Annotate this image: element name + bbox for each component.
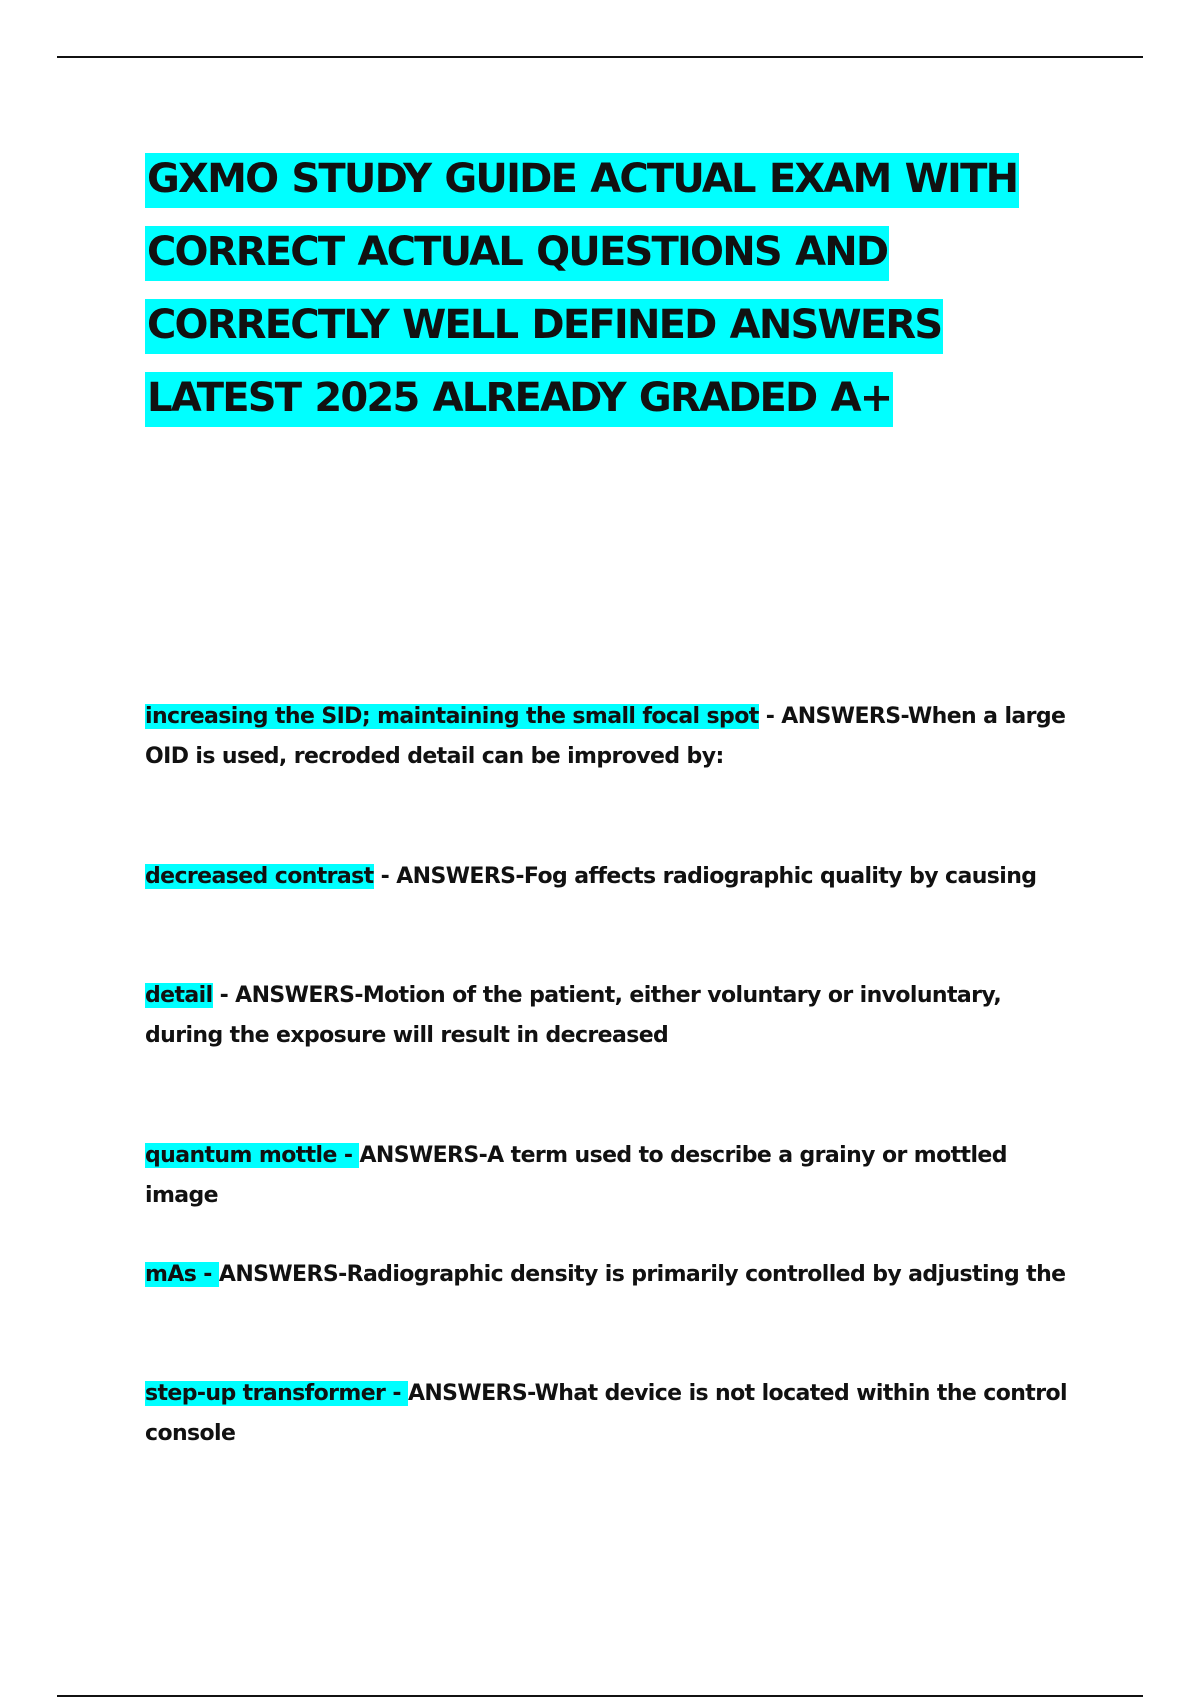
qa-answer: increasing the SID; maintaining the small focal spot: [145, 704, 759, 729]
qa-answer: quantum mottle -: [145, 1143, 360, 1168]
qa-question: - ANSWERS-When a large OID is used, recroded detail can be improved by:: [145, 704, 1066, 769]
qa-item: [145, 1255, 1085, 1295]
qa-item: [145, 857, 1085, 897]
title-line: CORRECT ACTUAL QUESTIONS AND: [145, 216, 1105, 289]
title-line: LATEST 2025 ALREADY GRADED A+: [145, 362, 1105, 435]
title-line: GXMO STUDY GUIDE ACTUAL EXAM WITH: [145, 143, 1105, 216]
qa-answer: step-up transformer -: [145, 1381, 408, 1406]
qa-item: [145, 976, 1085, 1056]
qa-question: ANSWERS-A term used to describe a grainy or mottled image: [145, 1143, 1007, 1208]
title-line: CORRECTLY WELL DEFINED ANSWERS: [145, 289, 1105, 362]
qa-question: - ANSWERS-Fog affects radiographic quality by causing: [373, 864, 1037, 889]
qa-question: ANSWERS-Radiographic density is primarily controlled by adjusting the: [218, 1262, 1066, 1287]
qa-question: - ANSWERS-Motion of the patient, either voluntary or involuntary, during the exposure will result in decreased: [145, 983, 1002, 1048]
footer-rule: [57, 1695, 1143, 1697]
qa-item: [145, 1136, 1085, 1216]
document-title: [145, 143, 1105, 435]
qa-question: ANSWERS-What device is not located within the control console: [145, 1381, 1067, 1446]
qa-answer: decreased contrast: [145, 864, 374, 889]
qa-answer: detail: [145, 983, 213, 1008]
qa-item: [145, 1374, 1085, 1454]
qa-answer: mAs -: [145, 1262, 219, 1287]
qa-item: [145, 697, 1085, 777]
header-rule: [57, 56, 1143, 58]
